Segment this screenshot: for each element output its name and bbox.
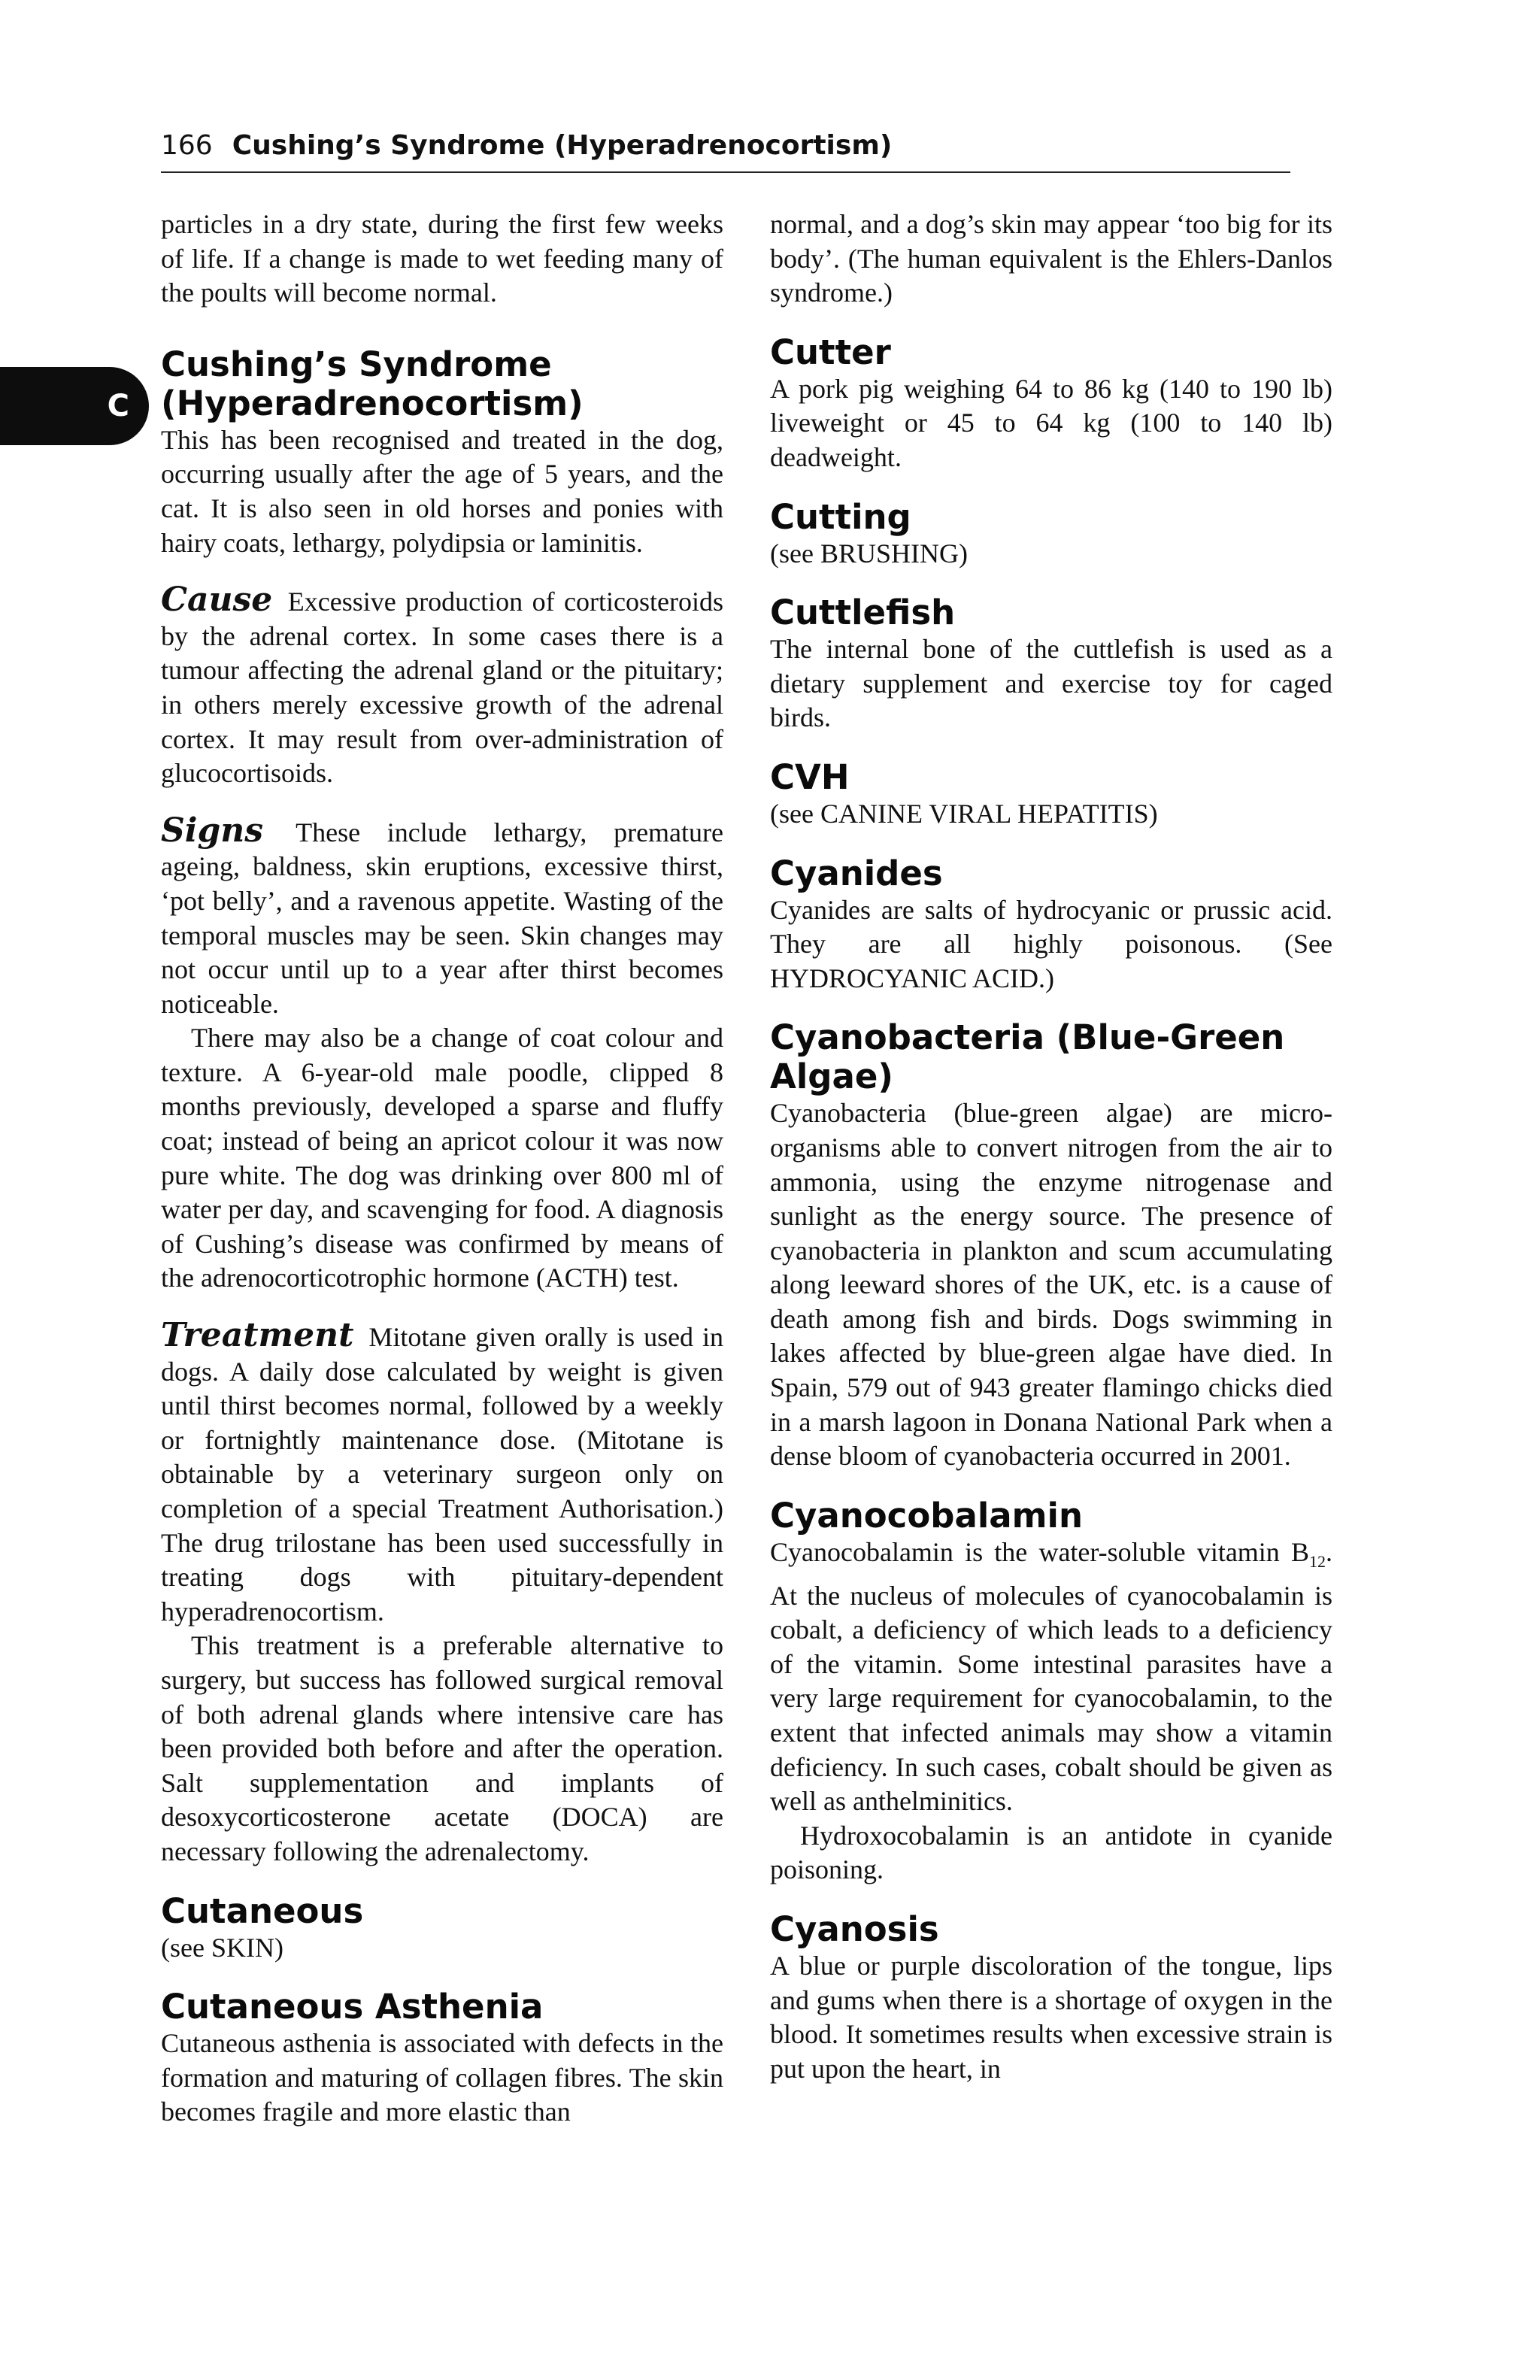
thumb-index-tab: [0, 367, 149, 445]
cause-paragraph: Cause Excessive production of corticosteroids by the adrenal cortex. In some cases there is a tumour affecting the adrenal gland or the pituitary; in others merely excessive growth of the adrenal cortex. It may result from over-administration of glucocortisoids.: [161, 581, 723, 789]
entry-text-cyanosis: A blue or purple discoloration of the tongue, lips and gums when there is a shortage of oxygen in the blood. It sometimes results when excessive strain is put upon the heart, in: [770, 1950, 1332, 2084]
entry-heading-cushings: Cushing’s Syndrome (Hyperadrenocortism): [161, 344, 584, 423]
cause-label: Cause: [161, 581, 273, 620]
cross-reference-cutting: (see BRUSHING): [770, 538, 968, 568]
continued-paragraph: particles in a dry state, during the first few weeks of life. If a change is made to wet feeding many of the poults will become normal.: [161, 209, 723, 308]
entry-heading-cutting: Cutting: [770, 496, 911, 537]
running-title: Cushing’s Syndrome (Hyperadrenocortism): [232, 130, 893, 161]
signs-label: Signs: [161, 811, 264, 850]
treatment-label: Treatment: [161, 1316, 354, 1355]
entry-heading-cutaneous-asthenia: Cutaneous Asthenia: [161, 1987, 544, 2027]
entry-heading-cyanosis: Cyanosis: [770, 1909, 939, 1949]
treatment-paragraph-2: This treatment is a preferable alternative to surgery, but success has followed surgical removal of both adrenal glands where intensive care has been provided both before and after the operation. Salt supplementation and implants of desoxycorticosterone acetate (DOCA) are necessary following the adrenalectomy.: [161, 1630, 723, 1866]
entry-text-cutter: A pork pig weighing 64 to 86 kg (140 to 190 lb) liveweight or 45 to 64 kg (100 to 140 lb) deadweight.: [770, 373, 1332, 472]
entry-heading-cutter: Cutter: [770, 332, 891, 372]
entry-text-cutaneous-asthenia: Cutaneous asthenia is associated with defects in the formation and maturing of collagen fibres. The skin becomes fragile and more elastic than: [161, 2028, 723, 2127]
page-number: 166: [161, 130, 213, 161]
thumb-index-letter: C: [107, 389, 129, 423]
continued-paragraph-right: normal, and a dog’s skin may appear ‘too big for its body’. (The human equivalent is the Ehlers-Danlos syndrome.): [770, 209, 1332, 308]
entry-heading-cuttlefish: Cuttlefish: [770, 593, 956, 633]
left-column: [161, 208, 723, 2130]
entry-heading-cutaneous: Cutaneous: [161, 1890, 364, 1931]
cross-reference-cutaneous: (see SKIN): [161, 1932, 283, 1963]
entry-text-cushings-intro: This has been recognised and treated in the dog, occurring usually after the age of 5 years, and the cat. It is also seen in old horses and ponies with hairy coats, lethargy, polydipsia or laminitis.: [161, 424, 723, 558]
signs-paragraph-2: There may also be a change of coat colour and texture. A 6-year-old male poodle, clipped 8 months previously, developed a sparse and fluffy coat; instead of being an apricot colour it was now pure white. The dog was drinking over 800 ml of water per day, and scavenging for food. A diagnosis of Cushing’s disease was confirmed by means of the adrenocorticotrophic hormone (ACTH) test.: [161, 1023, 723, 1293]
entry-text-cyanocobalamin-2: Hydroxocobalamin is an antidote in cyanide poisoning.: [770, 1820, 1332, 1885]
entry-text-cyanobacteria: Cyanobacteria (blue-green algae) are micro-organisms able to convert nitrogen from the air to ammonia, using the enzyme nitrogenase and sunlight as the energy source. The presence of cyanobacteria in plankton and scum accumulating along leeward shores of the UK, etc. is a cause of death among fish and birds. Dogs swimming in lakes affected by blue-green algae have died. In Spain, 579 out of 943 greater flamingo chicks died in a marsh lagoon in Donana National Park when a dense bloom of cyanobacteria occurred in 2001.: [770, 1098, 1332, 1472]
cross-reference-cvh: (see CANINE VIRAL HEPATITIS): [770, 798, 1158, 829]
treatment-paragraph: Treatment Mitotane given orally is used in dogs. A daily dose calculated by weight is given until thirst becomes normal, followed by a weekly or fortnightly maintenance dose. (Mitotane is obtainable by a veterinary surgeon only on completion of a special Treatment Authorisation.) The drug trilostane has been used successfully in treating dogs with pituitary-dependent hyperadrenocortism.: [161, 1316, 724, 1627]
entry-heading-cvh: CVH: [770, 756, 850, 797]
entry-text-cuttlefish: The internal bone of the cuttlefish is used as a dietary supplement and exercise toy for caged birds.: [770, 634, 1332, 733]
entry-heading-cyanobacteria: Cyanobacteria (Blue-Green Algae): [770, 1017, 1285, 1097]
right-column: [770, 208, 1332, 2086]
signs-paragraph: Signs These include lethargy, premature ageing, baldness, skin eruptions, excessive thirst, ‘pot belly’, and a ravenous appetite. Wasting of the temporal muscles may be seen. Skin changes may not occur until up to a year after thirst becomes noticeable.: [161, 811, 723, 1019]
entry-heading-cyanides: Cyanides: [770, 853, 943, 893]
entry-heading-cyanocobalamin: Cyanocobalamin: [770, 1495, 1083, 1536]
entry-text-cyanocobalamin: Cyanocobalamin is the water-soluble vitamin $B_{12}$. At the nucleus of molecules of cyanocobalamin is cobalt, a deficiency of which leads to a deficiency of the vitamin. Some intestinal parasites have a very large requirement for cyanocobalamin, to the extent that infected animals may show a vitamin deficiency. In such cases, cobalt should be given as well as anthelminitics.: [770, 1536, 1332, 1817]
running-head: [161, 125, 1290, 173]
entry-text-cyanides: Cyanides are salts of hydrocyanic or prussic acid. They are all highly poisonous. (See HYDROCYANIC ACID.): [770, 894, 1332, 993]
